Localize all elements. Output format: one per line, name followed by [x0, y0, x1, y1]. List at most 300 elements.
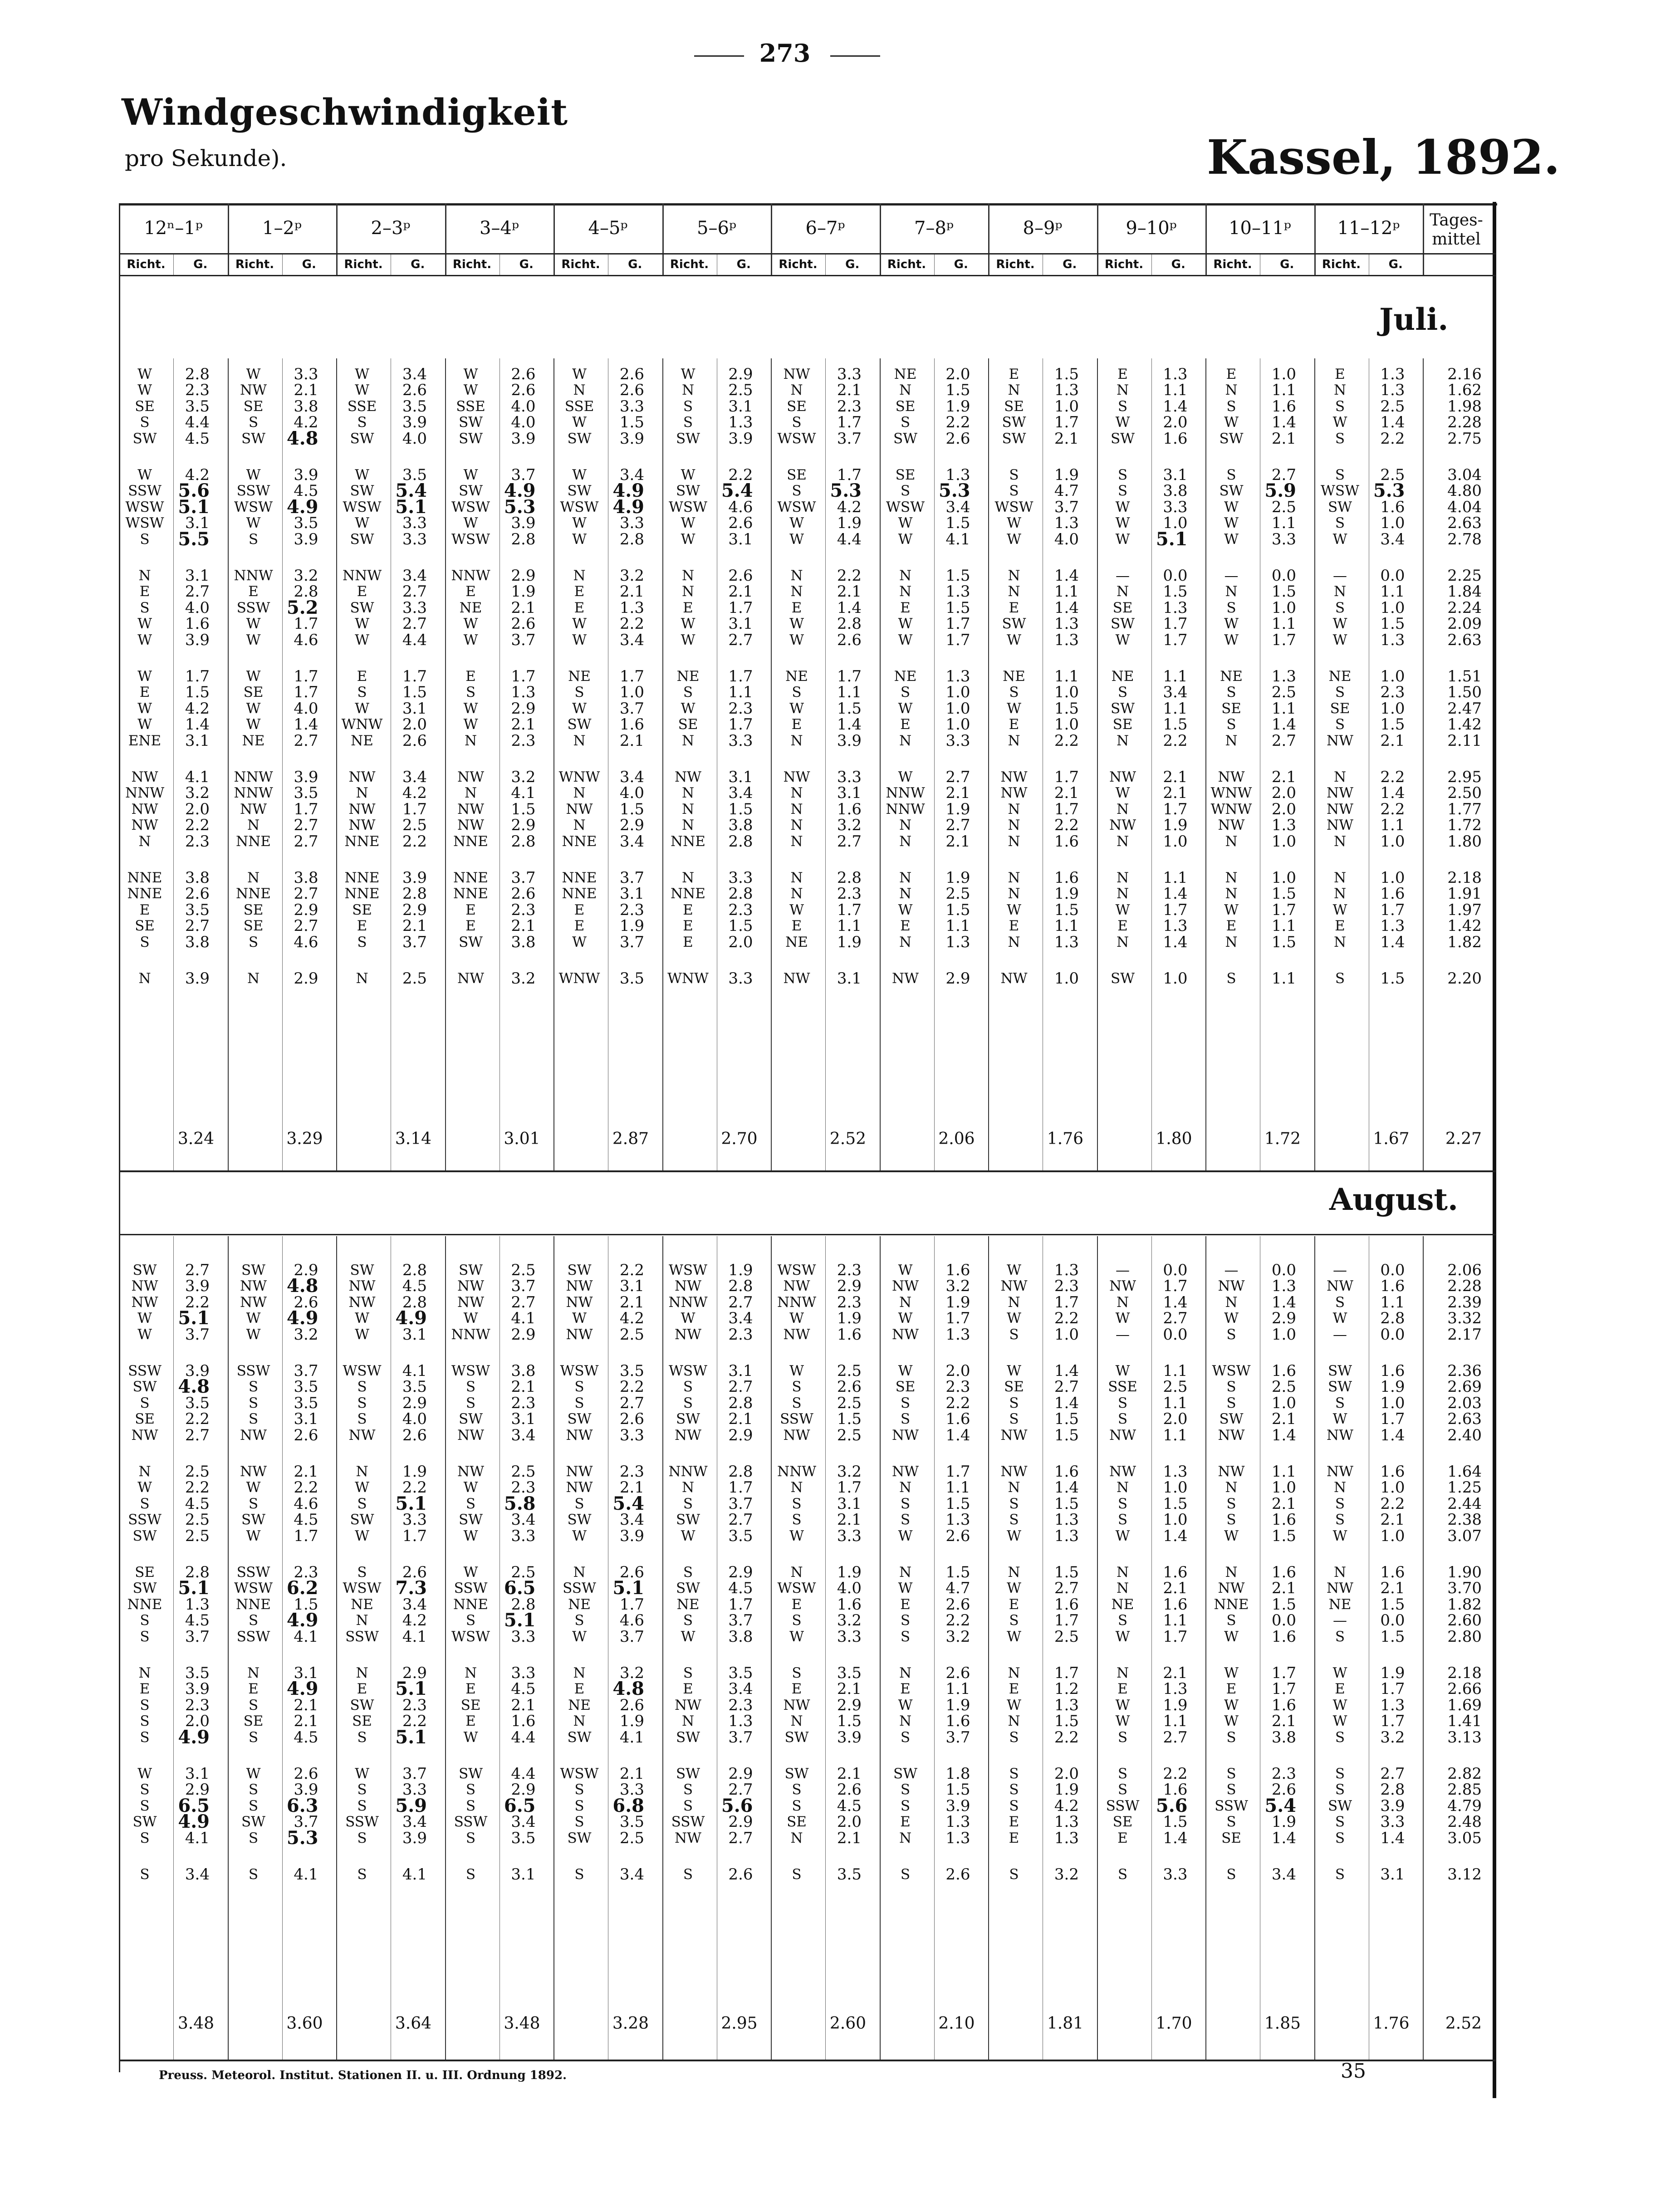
wind-direction: S: [248, 1411, 259, 1428]
wind-direction: NW: [240, 1294, 267, 1311]
wind-speed: 4.9: [504, 480, 536, 502]
wind-speed: 3.9: [619, 429, 644, 448]
wind-speed: 1.3: [1163, 598, 1188, 617]
wind-direction: E: [1226, 1681, 1237, 1698]
wind-direction: W: [1224, 531, 1239, 548]
wind-direction: SW: [676, 483, 700, 499]
sub-header-speed: G.: [193, 258, 208, 271]
wind-speed: 1.6: [945, 1261, 970, 1279]
wind-direction: W: [572, 531, 587, 548]
wind-direction: SSW: [671, 1814, 705, 1830]
wind-speed: 2.8: [402, 885, 427, 903]
wind-direction: SE: [895, 1379, 916, 1395]
wind-direction: N: [1008, 886, 1020, 902]
wind-speed: 1.0: [1054, 715, 1079, 734]
wind-direction: N: [573, 568, 586, 584]
wind-direction: S: [1226, 1512, 1236, 1528]
wind-speed: 1.7: [1163, 631, 1188, 649]
wind-speed: 2.3: [837, 885, 862, 903]
wind-speed: 3.1: [619, 885, 644, 903]
wind-speed: 2.1: [511, 598, 536, 617]
wind-speed: 1.0: [1163, 1478, 1188, 1497]
wind-speed: 3.7: [402, 933, 427, 951]
wind-direction: S: [140, 1628, 150, 1645]
wind-direction: NW: [1327, 1278, 1353, 1295]
wind-speed: 3.2: [945, 1627, 970, 1646]
wind-direction: S: [1009, 1495, 1019, 1512]
wind-direction: W: [137, 382, 152, 399]
wind-direction: W: [355, 382, 369, 399]
wind-direction: S: [357, 414, 367, 431]
wind-speed: 2.3: [945, 1378, 970, 1396]
wind-speed: 2.8: [1380, 1309, 1405, 1328]
column-divider: [445, 1236, 446, 2060]
wind-direction: NNW: [451, 1326, 490, 1343]
wind-direction: WSW: [777, 499, 816, 515]
wind-direction: SE: [243, 918, 264, 935]
hour-header: 12ⁿ–1ᵖ: [144, 218, 203, 239]
wind-direction: W: [137, 716, 152, 733]
hourly-mean: 2.70: [721, 1130, 758, 1148]
subcolumn-divider: [825, 358, 826, 1170]
wind-direction: E: [1226, 366, 1237, 382]
wind-speed: 1.7: [945, 1309, 970, 1328]
wind-speed: 2.2: [945, 1611, 970, 1630]
sub-header-direction: Richt.: [1104, 258, 1144, 271]
wind-direction: SW: [893, 430, 918, 447]
wind-speed: 1.6: [1380, 1362, 1405, 1380]
wind-direction: S: [1335, 1766, 1345, 1782]
wind-speed: 5.1: [178, 1307, 210, 1329]
wind-direction: S: [465, 1495, 476, 1512]
wind-direction: S: [248, 1612, 259, 1629]
wind-direction: S: [140, 1797, 150, 1814]
wind-speed: 4.1: [619, 1728, 644, 1747]
wind-direction: W: [789, 631, 804, 648]
wind-direction: NW: [240, 382, 267, 399]
wind-speed: 3.1: [1163, 466, 1188, 484]
wind-speed: 3.4: [619, 1865, 644, 1884]
daily-mean: 2.60: [1447, 1611, 1482, 1630]
wind-speed: 6.8: [612, 1795, 644, 1816]
wind-direction: NW: [1327, 1463, 1353, 1480]
wind-speed: 3.3: [728, 731, 753, 750]
wind-speed: 2.3: [837, 1261, 862, 1279]
wind-speed: 5.6: [721, 1795, 753, 1816]
wind-direction: S: [465, 1830, 476, 1846]
wind-speed: 1.1: [1163, 869, 1188, 887]
wind-direction: E: [357, 668, 367, 685]
wind-direction: N: [790, 801, 803, 817]
wind-direction: W: [789, 616, 804, 632]
wind-speed: 4.2: [185, 466, 210, 484]
wind-direction: W: [1332, 1527, 1347, 1544]
wind-speed: 2.1: [1054, 784, 1079, 802]
wind-speed: 3.4: [511, 1426, 536, 1444]
wind-speed: 5.3: [286, 1827, 318, 1849]
wind-speed: 1.9: [1163, 816, 1188, 835]
wind-speed: 2.5: [1380, 466, 1405, 484]
wind-speed: 4.9: [286, 1678, 318, 1700]
wind-speed: 1.3: [945, 466, 970, 484]
wind-speed: 1.6: [1054, 1463, 1079, 1481]
wind-speed: 1.7: [837, 466, 862, 484]
wind-direction: S: [248, 1395, 259, 1411]
wind-direction: SE: [895, 467, 916, 483]
subcolumn-divider: [934, 1236, 935, 2060]
wind-speed: 4.7: [945, 1579, 970, 1598]
wind-direction: W: [898, 1527, 913, 1544]
wind-direction: S: [792, 1781, 802, 1798]
wind-speed: 3.1: [185, 731, 210, 750]
wind-direction: S: [248, 1866, 259, 1883]
wind-direction: N: [790, 833, 803, 850]
wind-speed: 0.0: [1380, 1261, 1405, 1279]
wind-direction: NE: [894, 366, 917, 382]
hourly-mean: 1.76: [1047, 1130, 1083, 1148]
wind-direction: W: [1115, 785, 1130, 802]
wind-speed: 1.4: [1163, 1527, 1188, 1545]
wind-speed: 1.3: [1054, 514, 1079, 533]
hour-header: 9–10ᵖ: [1126, 218, 1177, 239]
wind-direction: N: [1225, 732, 1238, 749]
wind-direction: S: [357, 684, 367, 701]
daily-mean: 3.13: [1447, 1728, 1482, 1747]
wind-speed: 2.0: [837, 1813, 862, 1831]
wind-speed: 1.4: [294, 715, 318, 734]
wind-speed: 2.8: [728, 1277, 753, 1296]
wind-speed: 3.7: [728, 1728, 753, 1747]
wind-direction: SW: [1110, 970, 1135, 987]
month-label-july: Juli.: [1379, 302, 1449, 337]
wind-direction: SW: [784, 1766, 809, 1782]
subcolumn-divider: [282, 1236, 283, 2060]
wind-direction: W: [572, 467, 587, 483]
wind-direction: W: [898, 1262, 913, 1278]
wind-direction: S: [1009, 1612, 1019, 1629]
wind-speed: 2.7: [185, 1426, 210, 1444]
wind-direction: NNE: [344, 870, 380, 886]
wind-direction: NW: [675, 1326, 701, 1343]
wind-direction: W: [1332, 631, 1347, 648]
wind-speed: 1.5: [728, 800, 753, 818]
wind-speed: 1.4: [185, 715, 210, 734]
wind-speed: 4.9: [178, 1726, 210, 1748]
wind-direction: S: [792, 1797, 802, 1814]
wind-speed: 1.1: [837, 683, 862, 702]
wind-direction: SW: [676, 430, 700, 447]
tagesmittel-header: Tages- mittel: [1430, 211, 1483, 249]
wind-direction: S: [357, 1729, 367, 1746]
wind-direction: W: [246, 668, 261, 685]
wind-speed: 3.7: [185, 1627, 210, 1646]
wind-speed: 1.5: [1054, 1563, 1079, 1581]
wind-direction: SW: [132, 1580, 157, 1597]
wind-speed: 1.1: [1271, 615, 1296, 633]
wind-direction: —: [1333, 568, 1347, 584]
wind-speed: 1.9: [1054, 1781, 1079, 1799]
wind-speed: 1.6: [945, 1712, 970, 1731]
subcolumn-divider: [1151, 254, 1152, 276]
wind-speed: 1.5: [294, 1595, 318, 1614]
daily-mean: 2.06: [1447, 1261, 1482, 1279]
wind-speed: 2.1: [1271, 1494, 1296, 1513]
wind-speed: 1.3: [1054, 615, 1079, 633]
wind-direction: E: [465, 1681, 476, 1698]
wind-speed: 3.2: [837, 816, 862, 835]
column-divider: [336, 1236, 337, 2060]
wind-speed: 1.9: [1054, 885, 1079, 903]
wind-speed: 4.0: [402, 1410, 427, 1429]
wind-speed: 1.7: [294, 683, 318, 702]
wind-direction: NNW: [234, 785, 273, 802]
wind-direction: W: [246, 1326, 261, 1343]
wind-speed: 1.0: [1271, 869, 1296, 887]
wind-direction: S: [140, 1713, 150, 1730]
wind-speed: 3.9: [619, 1527, 644, 1545]
daily-mean: 2.80: [1447, 1627, 1482, 1646]
wind-speed: 2.2: [402, 1478, 427, 1497]
wind-speed: 2.7: [1163, 1728, 1188, 1747]
station-title: Kassel, 1892.: [1207, 129, 1560, 185]
wind-direction: E: [1009, 1596, 1019, 1613]
wind-speed: 2.1: [1163, 1579, 1188, 1598]
wind-speed: 1.6: [1380, 1463, 1405, 1481]
wind-speed: 3.1: [619, 1277, 644, 1296]
daily-mean: 3.12: [1447, 1865, 1482, 1884]
wind-speed: 3.2: [837, 1611, 862, 1630]
wind-direction: WSW: [451, 1363, 490, 1379]
wind-direction: WSW: [560, 499, 599, 515]
wind-direction: S: [900, 1729, 911, 1746]
wind-direction: W: [463, 467, 478, 483]
wind-speed: 2.8: [728, 1394, 753, 1412]
wind-speed: 1.5: [1271, 1595, 1296, 1614]
wind-direction: S: [1226, 1612, 1236, 1629]
wind-direction: S: [1226, 716, 1236, 733]
wind-speed: 4.1: [402, 1362, 427, 1380]
wind-speed: 2.1: [1271, 768, 1296, 786]
wind-direction: W: [1332, 1713, 1347, 1730]
wind-direction: W: [1007, 1697, 1021, 1713]
wind-direction: SW: [458, 414, 483, 431]
wind-direction: N: [1116, 1580, 1129, 1597]
wind-direction: N: [790, 1479, 803, 1496]
wind-speed: 3.1: [728, 615, 753, 633]
sub-header-direction: Richt.: [561, 258, 600, 271]
daily-mean: 1.62: [1447, 381, 1482, 400]
wind-speed: 3.9: [185, 1362, 210, 1380]
wind-direction: S: [1009, 483, 1019, 499]
wind-direction: E: [1009, 1814, 1019, 1830]
wind-direction: N: [1008, 732, 1020, 749]
sub-header-direction: Richt.: [1213, 258, 1252, 271]
wind-speed: 1.4: [1163, 1293, 1188, 1311]
wind-speed: 1.5: [837, 1410, 862, 1429]
wind-direction: N: [790, 870, 803, 886]
wind-direction: E: [465, 668, 476, 685]
wind-direction: S: [248, 1797, 259, 1814]
wind-speed: 1.7: [1271, 900, 1296, 919]
wind-direction: W: [572, 366, 587, 382]
wind-speed: 1.4: [837, 715, 862, 734]
wind-direction: W: [1007, 1527, 1021, 1544]
wind-speed: 3.7: [619, 869, 644, 887]
wind-speed: 3.1: [402, 1325, 427, 1344]
wind-speed: 1.4: [1380, 1426, 1405, 1444]
wind-direction: SW: [350, 531, 374, 548]
wind-speed: 1.4: [837, 598, 862, 617]
daily-mean: 1.51: [1447, 667, 1482, 685]
wind-speed: 2.6: [837, 631, 862, 649]
wind-speed: 1.5: [1163, 1813, 1188, 1831]
daily-mean: 2.50: [1447, 784, 1482, 802]
wind-speed: 3.5: [728, 1664, 753, 1682]
wind-speed: 2.1: [619, 1478, 644, 1497]
wind-direction: SE: [135, 1564, 155, 1580]
wind-speed: 2.2: [945, 413, 970, 432]
wind-direction: E: [683, 934, 693, 950]
wind-direction: N: [1008, 1479, 1020, 1496]
wind-speed: 1.5: [1271, 933, 1296, 951]
wind-direction: N: [790, 732, 803, 749]
wind-direction: S: [1335, 716, 1345, 733]
column-divider: [988, 1236, 989, 2060]
wind-direction: NW: [1327, 801, 1353, 817]
wind-direction: NW: [1109, 817, 1136, 834]
wind-direction: N: [138, 568, 151, 584]
wind-speed: 2.1: [294, 1696, 318, 1714]
wind-direction: W: [1332, 1665, 1347, 1681]
wind-direction: N: [1008, 801, 1020, 817]
daily-mean: 2.03: [1447, 1394, 1482, 1412]
wind-speed: 1.3: [1271, 667, 1296, 685]
wind-direction: W: [681, 1628, 696, 1645]
wind-speed: 2.2: [185, 1410, 210, 1429]
wind-direction: S: [1335, 1294, 1345, 1311]
wind-speed: 1.6: [1271, 1627, 1296, 1646]
wind-speed: 2.8: [1380, 1781, 1405, 1799]
wind-direction: N: [1333, 833, 1347, 850]
wind-direction: SSW: [236, 1363, 270, 1379]
wind-speed: 2.3: [185, 381, 210, 400]
wind-direction: —: [1333, 1612, 1347, 1629]
wind-direction: WSW: [125, 515, 164, 532]
wind-direction: S: [792, 1512, 802, 1528]
wind-speed: 4.2: [294, 413, 318, 432]
daily-mean: 2.82: [1447, 1765, 1482, 1783]
wind-direction: W: [572, 631, 587, 648]
wind-direction: S: [792, 483, 802, 499]
wind-speed: 1.3: [1054, 1813, 1079, 1831]
wind-direction: N: [573, 1713, 586, 1730]
wind-speed: 3.5: [511, 1829, 536, 1847]
wind-direction: WSW: [451, 531, 490, 548]
wind-speed: 1.7: [728, 715, 753, 734]
column-divider: [1423, 358, 1424, 1170]
wind-speed: 3.7: [511, 466, 536, 484]
wind-speed: 2.2: [1163, 731, 1188, 750]
wind-speed: 2.1: [1271, 429, 1296, 448]
wind-direction: NW: [566, 1294, 593, 1311]
wind-speed: 5.1: [395, 1726, 427, 1748]
wind-speed: 2.7: [837, 832, 862, 851]
wind-speed: 1.5: [1271, 885, 1296, 903]
wind-direction: W: [898, 515, 913, 532]
wind-speed: 6.3: [286, 1795, 318, 1816]
wind-speed: 1.0: [1380, 667, 1405, 685]
wind-speed: 1.5: [1054, 1426, 1079, 1444]
wind-direction: S: [465, 1395, 476, 1411]
wind-direction: N: [1333, 934, 1347, 950]
wind-speed: 3.2: [511, 768, 536, 786]
wind-direction: N: [899, 732, 912, 749]
hourly-mean: 3.29: [286, 1130, 323, 1148]
wind-speed: 1.5: [1380, 715, 1405, 734]
wind-direction: S: [1117, 1512, 1128, 1528]
wind-speed: 3.9: [185, 631, 210, 649]
wind-speed: 1.0: [1163, 1511, 1188, 1529]
wind-speed: 2.2: [185, 1478, 210, 1497]
wind-direction: S: [1009, 1781, 1019, 1798]
wind-direction: W: [463, 716, 478, 733]
wind-direction: W: [355, 366, 369, 382]
wind-direction: SSW: [780, 1411, 813, 1428]
subcolumn-divider: [1151, 1236, 1152, 2060]
wind-speed: 4.4: [511, 1728, 536, 1747]
wind-direction: SW: [1110, 616, 1135, 632]
wind-speed: 2.1: [1163, 1664, 1188, 1682]
wind-speed: 1.7: [619, 667, 644, 685]
wind-direction: NE: [242, 732, 265, 749]
wind-direction: N: [681, 583, 695, 600]
wind-speed: 1.0: [1380, 1394, 1405, 1412]
wind-direction: NW: [892, 970, 919, 987]
wind-speed: 3.7: [619, 699, 644, 718]
wind-direction: SE: [352, 1713, 372, 1730]
wind-direction: N: [1116, 870, 1129, 886]
wind-direction: E: [574, 583, 585, 600]
wind-speed: 1.5: [1163, 582, 1188, 601]
daily-mean: 1.84: [1447, 582, 1482, 601]
wind-direction: E: [1226, 918, 1237, 935]
wind-direction: S: [140, 1697, 150, 1713]
wind-direction: W: [246, 515, 261, 532]
wind-speed: 1.6: [1271, 397, 1296, 416]
wind-speed: 4.1: [294, 1627, 318, 1646]
daily-mean: 3.07: [1447, 1527, 1482, 1545]
wind-direction: S: [140, 934, 150, 950]
wind-direction: NE: [1111, 1596, 1134, 1613]
wind-direction: SW: [350, 1262, 374, 1278]
wind-direction: W: [789, 700, 804, 717]
wind-direction: W: [1332, 1310, 1347, 1327]
wind-speed: 2.2: [1054, 816, 1079, 835]
wind-direction: W: [1007, 1363, 1021, 1379]
sub-header-direction: Richt.: [670, 258, 709, 271]
daily-mean: 4.04: [1447, 498, 1482, 516]
wind-speed: 2.2: [1380, 1494, 1405, 1513]
subcolumn-divider: [282, 254, 283, 276]
wind-speed: 2.7: [945, 816, 970, 835]
header-underline: [119, 253, 1496, 254]
wind-speed: 1.9: [837, 1309, 862, 1328]
wind-speed: 3.1: [185, 567, 210, 585]
wind-speed: 2.6: [945, 429, 970, 448]
wind-direction: NNW: [777, 1294, 817, 1311]
wind-direction: N: [790, 1830, 803, 1846]
wind-direction: W: [1115, 1713, 1130, 1730]
